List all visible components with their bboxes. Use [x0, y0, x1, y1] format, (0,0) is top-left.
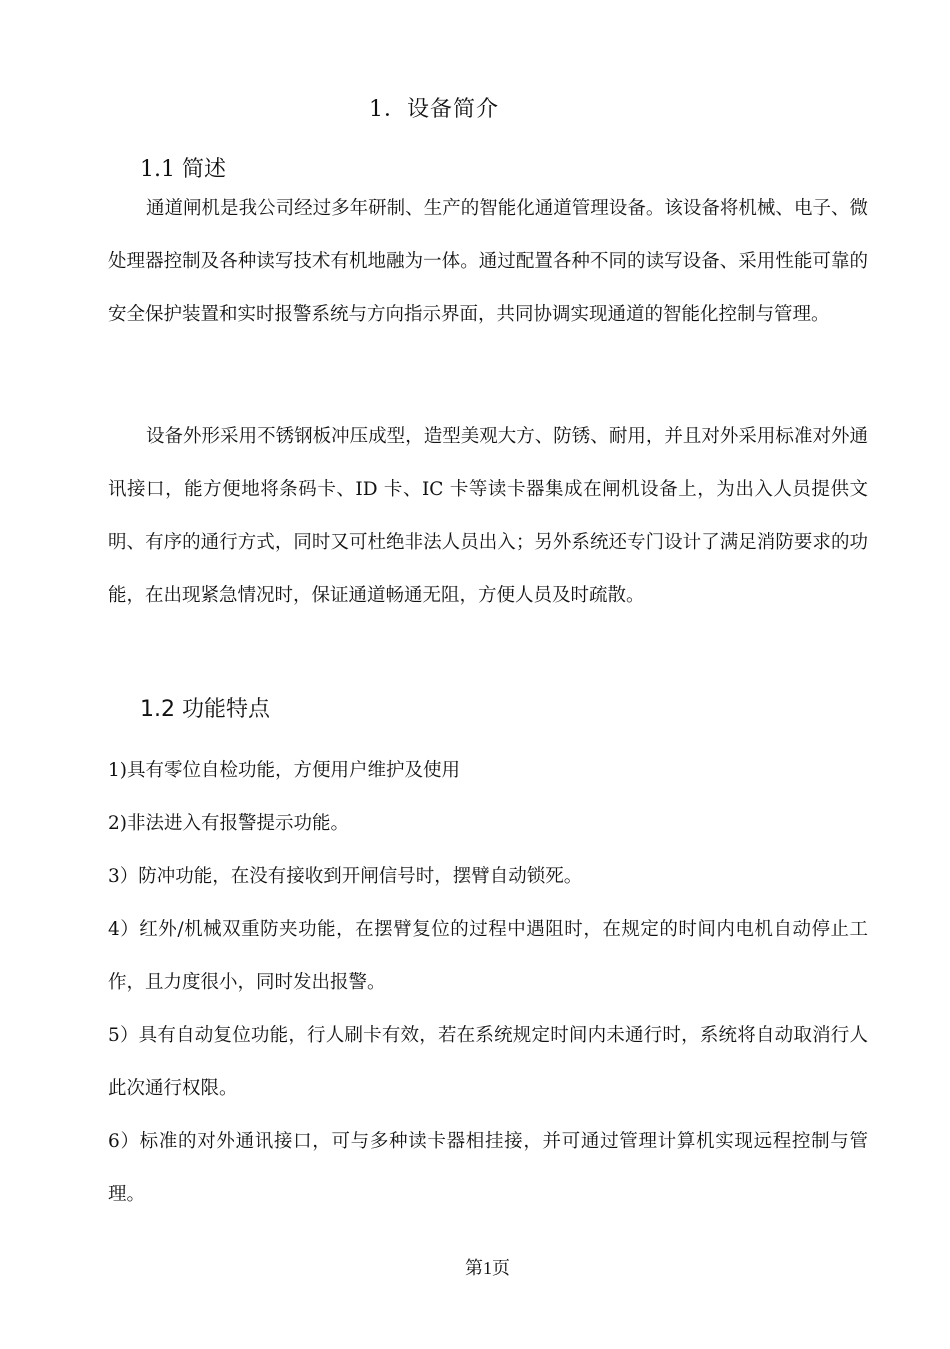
- feature-item: 4）红外/机械双重防夹功能，在摆臂复位的过程中遇阻时，在规定的时间内电机自动停止工作，且力度很小，同时发出报警。: [108, 919, 868, 993]
- feature-item: 3）防冲功能，在没有接收到开闸信号时，摆臂自动锁死。: [108, 866, 583, 887]
- feature-list: [108, 744, 868, 1221]
- paragraph-overview-1: 通道闸机是我公司经过多年研制、生产的智能化通道管理设备。该设备将机械、电子、微处理器控制及各种读写技术有机地融为一体。通过配置各种不同的读写设备、采用性能可靠的安全保护装置和实时报警系统与方向指示界面，共同协调实现通道的智能化控制与管理。: [108, 198, 868, 325]
- chapter-title: 1．设备简介: [369, 97, 499, 122]
- page-number: 第1页: [465, 1258, 510, 1278]
- feature-item: 2)非法进入有报警提示功能。: [108, 813, 349, 834]
- feature-item: 6）标准的对外通讯接口，可与多种读卡器相挂接，并可通过管理计算机实现远程控制与管理。: [108, 1131, 868, 1205]
- paragraph-overview-2: 设备外形采用不锈钢板冲压成型，造型美观大方、防锈、耐用，并且对外采用标准对外通讯接口，能方便地将条码卡、ID 卡、IC 卡等读卡器集成在闸机设备上，为出入人员提供文明、有序的通行方式，同时又可杜绝非法人员出入；另外系统还专门设计了满足消防要求的功能，在出现紧急情况时，保证通道畅通无阻，方便人员及时疏散。: [108, 426, 868, 606]
- section-heading-overview: 1.1 简述: [140, 157, 226, 182]
- feature-item: 1)具有零位自检功能，方便用户维护及使用: [108, 760, 460, 781]
- section-heading-features: 1.2 功能特点: [140, 697, 270, 722]
- feature-item: 5）具有自动复位功能，行人刷卡有效，若在系统规定时间内未通行时，系统将自动取消行人此次通行权限。: [108, 1025, 868, 1099]
